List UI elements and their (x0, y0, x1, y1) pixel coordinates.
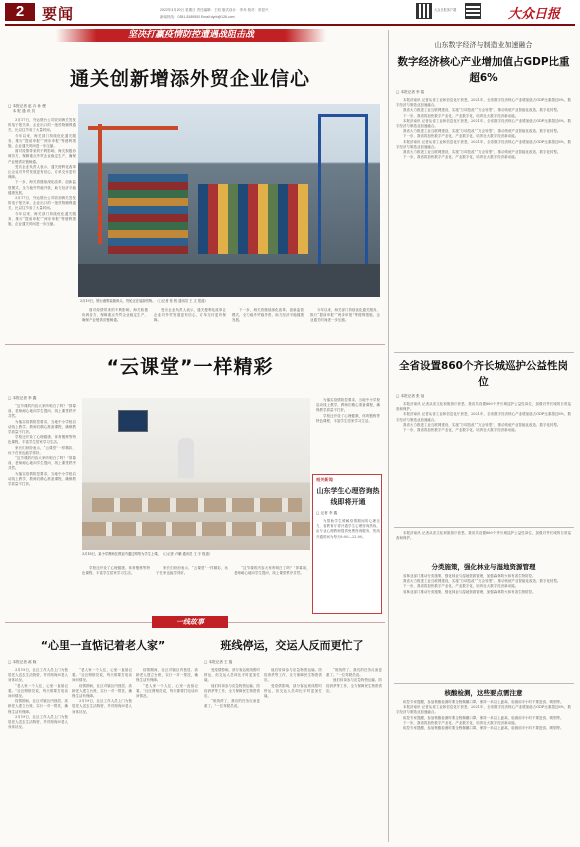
header-meta-1: 2022年3月20日 星期日 责任编辑：王昀 版式设计：李乔 校对：常显兴 (160, 8, 269, 12)
bm-para-5: 受疫情影响，部分客运班线暂时停运，但交运人员却比平时更加忙碌。 (264, 683, 322, 699)
lead-body-col1 (8, 118, 76, 333)
right-s4-para-2: 本报济南讯 记者从省工业和信息化厅获悉，2021年，全省数字经济核心产业增加值占GDP比重超过6%，数字经济与制造业加速融合。 (396, 705, 571, 715)
lead-para-6: 3月17日，外运烟台公司收到海关签发的电子报关单，企业出口的一批货物顺利通关，比以往节省了大量时间。 (8, 196, 76, 211)
bm-para-3: “班线停了，我们的任务反而更重了。”一位驾驶员说。 (204, 699, 260, 709)
bottom-left-col2 (72, 668, 132, 843)
middle-body-col4 (234, 566, 310, 614)
lead-photo-caption: 3月19日，烟台港集装箱码头，货轮正在装卸货物。（□记者 张 锐 通讯员 王 文 报道） (80, 299, 208, 303)
lead-photo (78, 104, 380, 297)
screen-shape (118, 410, 148, 432)
page-header (0, 0, 580, 24)
crane-arm (88, 126, 178, 130)
right-s2-para-1: 本报济南讯 记者从省文化和旅游厅获悉，我省共设置860个齐长城巡护公益性岗位，加强对齐长城的日常巡查和保护。 (396, 402, 571, 412)
middle-body-col2 (82, 566, 150, 614)
right-para-5: 我省大力推进工业互联网建设，实施“万项技改”“万企转型”，推动传统产业智能化改造、数字化转型。 (403, 129, 561, 134)
right-byline: □ 本报记者 李 铭 (396, 90, 425, 94)
bm-para-4: 他们转岗参与应急物资运输、防疫消杀等工作，全力保障民生物资供应。 (264, 668, 322, 683)
bm-para-7: 他们转岗参与应急物资运输、防疫消杀等工作，全力保障民生物资供应。 (326, 678, 382, 693)
bottom-mid-col2 (264, 668, 322, 843)
lead-para-c2: 面对疫情带来的不利影响，海关积极协调各方，保障重点外贸企业稳定生产，确保产业链供应链畅通。 (82, 308, 148, 323)
bottom-mid-col1 (204, 668, 260, 843)
right-story2-headline: 全省设置860个齐长城巡护公益性岗位 (399, 360, 568, 388)
lead-body-col2 (82, 308, 148, 338)
middle-para-1: “这节课的内容大家听明白了吗？”屏幕前，老师耐心地向学生提问，线上课堂秩序井然。 (8, 404, 76, 419)
bm-para-6: “班线停了，我们的任务反而更重了。”一位驾驶员说。 (326, 668, 382, 678)
bottom-left-headline: “心里一直惦记着老人家” (40, 639, 166, 652)
right-story4-headline: 核酸检测，这些要点需注意 (444, 689, 523, 697)
banner: 坚决打赢疫情防控遭遇战阻击战 (56, 29, 326, 42)
header-rule (5, 24, 575, 26)
right-para-9: 下一步，我省将加快数字产业化、产业数字化，培育壮大数字经济新动能。 (403, 155, 519, 160)
bl-para-1: 3月19日，社区工作人员上门为独居老人送去生活物资，并详细询问老人身体状况。 (8, 668, 68, 683)
side-box-title: 山东学生心理咨询热线即将开通 (316, 486, 380, 506)
lead-para-7: 今年以来，海关部门持续优化通关服务，推行“提前申报”“两步申报”等便利措施，企业通关时间进一步压缩。 (8, 211, 76, 227)
middle-headline: “云课堂”一样精彩 (106, 356, 274, 378)
teacher-figure (178, 438, 194, 478)
lead-body-col3 (154, 308, 226, 338)
qr-code-note: 大众日报客户端 (434, 8, 457, 12)
lead-para-2: 今年以来，海关部门持续优化通关服务，推行“提前申报”“两步申报”等便利措施，企业通关时间进一步压缩。 (8, 133, 76, 149)
right-s3-lead-para: 本报济南讯 记者从省文化和旅游厅获悉，我省共设置860个齐长城巡护公益性岗位，加强对齐长城的日常巡查和保护。 (396, 531, 571, 541)
container-stack (108, 174, 188, 254)
right-kicker: 山东数字经济与制造业加速融合 (434, 41, 533, 49)
bottom-left-byline: □ 本报记者 郝 晓 (8, 660, 37, 664)
qr-code-icon (416, 3, 432, 19)
middle-para-c5: 为落实疫情防控要求，当地中小学校启动线上教学，教师们精心准备课程，确保教学质量不打折。 (316, 398, 380, 413)
header-meta-2: 新闻热线：0351-8189500 Email:dyrb@126.com (160, 15, 235, 19)
middle-para-c5b: 学校还开设了心理健康、体育锻炼等特色课程，丰富学生居家学习生活。 (316, 413, 380, 423)
section-divider-1 (5, 344, 385, 345)
right-story4-body (396, 700, 571, 842)
side-box-para: 为帮助学生缓解疫情期间的心理压力，省教育厅将开通学生心理咨询热线，由专业心理教师提供免费咨询服务，热线开通时间为每天8:00—22:00。 (316, 519, 380, 539)
right-s2-para-2: 本报济南讯 记者从省工业和信息化厅获悉，2021年，全省数字经济核心产业增加值占GDP比重超过6%，数字经济与制造业加速融合。 (396, 412, 571, 422)
right-para-1: 本报济南讯 记者从省工业和信息化厅获悉，2021年，全省数字经济核心产业增加值占GDP比重超过6%，数字经济与制造业加速融合。 (396, 98, 571, 108)
column-rule (388, 30, 389, 842)
crane-shape (98, 124, 102, 244)
middle-para-c3: 家长们纷纷表示，“云课堂”一样精彩，孩子在家也能学得好。 (156, 566, 228, 576)
desk-row (92, 498, 302, 512)
right-s3-para-3: 下一步，我省将加快数字产业化、产业数字化，培育壮大数字经济新动能。 (403, 584, 519, 589)
lead-para-c4: 下一步，海关将继续深化改革，创新监管模式，全力稳外贸稳外资，助力经济平稳健康发展。 (232, 308, 304, 323)
middle-para-3: 学校还开设了心理健康、体育锻炼等特色课程，丰富学生居家学习生活。 (8, 435, 76, 445)
bm-para-1: 受疫情影响，部分客运班线暂时停运，但交运人员却比平时更加忙碌。 (204, 668, 260, 683)
right-s4-para-5: 疾控专家提醒，参加核酸检测时要全程佩戴口罩，保持一米以上距离，检测前半小时不要进食、吸烟等。 (403, 726, 564, 731)
right-para-6: 下一步，我省将加快数字产业化、产业数字化，培育壮大数字经济新动能。 (403, 134, 519, 139)
container-stack-2 (198, 184, 308, 254)
bottom-mid-byline: □ 本报记者 王 磊 (204, 660, 233, 664)
side-box-label: 相关新闻 (316, 477, 333, 482)
right-para-3: 下一步，我省将加快数字产业化、产业数字化，培育壮大数字经济新动能。 (403, 113, 519, 118)
bottom-left-col1 (8, 668, 68, 843)
bottom-mid-headline: 班线停运，交运人反而更忙了 (220, 639, 364, 652)
lead-para-4: 受访企业负责人表示，通关便利化改革让企业对外贸发展更有信心，订单交付更有保障。 (8, 164, 76, 180)
right-story3-headline: 分类施策，强化林业与湿地资源管理 (431, 563, 536, 571)
middle-para-c2: 学校还开设了心理健康、体育锻炼等特色课程，丰富学生居家学习生活。 (82, 566, 150, 576)
right-headline: 数字经济核心产业增加值占GDP比重超6% (397, 56, 570, 84)
lead-body-col4 (232, 308, 304, 338)
middle-para-5: “这节课的内容大家听明白了吗？”屏幕前，老师耐心地向学生提问，线上课堂秩序井然。 (8, 456, 76, 471)
right-divider-2 (394, 527, 574, 528)
lead-para-1: 3月17日，外运烟台公司收到海关签发的电子报关单，企业出口的一批货物顺利通关，比以往节省了大量时间。 (8, 118, 76, 133)
section-title: 要闻 (42, 6, 75, 23)
right-story2-body (396, 402, 571, 522)
right-s2-para-4: 下一步，我省将加快数字产业化、产业数字化，培育壮大数字经济新动能。 (403, 428, 519, 433)
middle-para-c4: “这节课的内容大家听明白了吗？”屏幕前，老师耐心地向学生提问，线上课堂秩序井然。 (234, 566, 310, 576)
right-body (396, 98, 571, 388)
qr-code-icon-2 (465, 3, 481, 19)
lead-headline: 通关创新增添外贸企业信心 (69, 68, 310, 90)
yixian-label: 一线故事 (152, 616, 228, 628)
lead-para-3: 面对疫情带来的不利影响，海关积极协调各方，保障重点外贸企业稳定生产，确保产业链供应链畅通。 (8, 149, 76, 164)
lead-byline-text: □ 本报记者 赵 卉 孙 俊 本 报 通 讯 员 (8, 104, 46, 113)
right-para-4: 本报济南讯 记者从省工业和信息化厅获悉，2021年，全省数字经济核心产业增加值占GDP比重超过6%，数字经济与制造业加速融合。 (396, 118, 571, 129)
right-story2-byline: □ 本报记者 张 蓓 (396, 394, 425, 398)
middle-para-4: 家长们纷纷表示，“云课堂”一样精彩，孩子在家也能学得好。 (8, 445, 76, 455)
bl-para-2: “老人家一个人住，心里一直惦记着。”社区网格员说，每天都要打电话问问情况。 (8, 683, 68, 699)
right-s4-para-1: 疾控专家提醒，参加核酸检测时要全程佩戴口罩，保持一米以上距离，检测前半小时不要进食、吸烟等。 (403, 700, 564, 704)
right-s3-para-1: 省林业部门推动分类施策，强化林业与湿地资源管理，加强森林防火和有害生物防控。 (403, 574, 536, 578)
middle-para-2: 为落实疫情防控要求，当地中小学校启动线上教学，教师们精心准备课程，确保教学质量不打折。 (8, 419, 76, 435)
bottom-mid-col3 (326, 668, 382, 843)
bl-para-9: “老人家一个人住，心里一直惦记着。”社区网格员说，每天都要打电话问问情况。 (136, 683, 198, 699)
middle-body-col5 (316, 398, 380, 470)
bl-para-5: “老人家一个人住，心里一直惦记着。”社区网格员说，每天都要打电话问问情况。 (72, 668, 132, 683)
right-para-8: 我省大力推进工业互联网建设，实施“万项技改”“万企转型”，推动传统产业智能化改造、数字化转型。 (403, 150, 561, 155)
bl-para-7: 3月19日，社区工作人员上门为独居老人送去生活物资，并详细询问老人身体状况。 (72, 699, 132, 714)
side-box-byline: □ 记者 李 鑫 (316, 511, 338, 515)
right-story3-lead (396, 531, 571, 559)
masthead-logo: 大众日报 (508, 7, 561, 22)
bl-para-8: 疫情期间，社区对辖区内独居、高龄老人建立台账，实行一对一帮扶，确保生活有保障。 (136, 668, 198, 683)
right-s3-para-2: 我省大力推进工业互联网建设，实施“万项技改”“万企转型”，推动传统产业智能化改造、数字化转型。 (403, 579, 561, 584)
side-box-body (316, 519, 380, 611)
bottom-left-col3 (136, 668, 198, 843)
middle-para-6: 为落实疫情防控要求，当地中小学校启动线上教学，教师们精心准备课程，确保教学质量不打折。 (8, 471, 76, 487)
middle-body-col3 (156, 566, 228, 614)
right-divider-1 (394, 352, 574, 353)
right-s3-para-4: 省林业部门推动分类施策，强化林业与湿地资源管理，加强森林防火和有害生物防控。 (403, 589, 536, 594)
ground (78, 264, 380, 297)
middle-photo (82, 398, 310, 550)
lead-body-col5 (310, 308, 380, 338)
side-box (312, 474, 382, 614)
desk-row-2 (82, 522, 310, 536)
right-story3-body (396, 574, 571, 679)
bm-para-2: 他们转岗参与应急物资运输、防疫消杀等工作，全力保障民生物资供应。 (204, 683, 260, 699)
lead-para-c5: 今年以来，海关部门持续优化通关服务，推行“提前申报”“两步申报”等便利措施，企业通关时间进一步压缩。 (310, 308, 380, 323)
page-number-box: 2 (5, 3, 35, 21)
right-para-2: 我省大力推进工业互联网建设，实施“万项技改”“万企转型”，推动传统产业智能化改造、数字化转型。 (403, 108, 561, 113)
right-para-7: 本报济南讯 记者从省工业和信息化厅获悉，2021年，全省数字经济核心产业增加值占GDP比重超过6%，数字经济与制造业加速融合。 (396, 139, 571, 149)
lead-para-5: 下一步，海关将继续深化改革，创新监管模式，全力稳外贸稳外资，助力经济平稳健康发展。 (8, 180, 76, 195)
right-divider-3 (394, 683, 574, 684)
lead-para-c3: 受访企业负责人表示，通关便利化改革让企业对外贸发展更有信心，订单交付更有保障。 (154, 308, 226, 323)
bl-para-3: 疫情期间，社区对辖区内独居、高龄老人建立台账，实行一对一帮扶，确保生活有保障。 (8, 699, 68, 714)
middle-photo-caption: 3月18日，某小学教师在教室内通过网络为学生上课。（□记者 卢鹏 通讯员 王 宇 报道） (82, 552, 213, 556)
bl-para-6: 疫情期间，社区对辖区内独居、高龄老人建立台账，实行一对一帮扶，确保生活有保障。 (72, 683, 132, 699)
middle-body-col1 (8, 404, 76, 614)
crane-shape-2 (318, 114, 368, 264)
right-s4-para-4: 下一步，我省将加快数字产业化、产业数字化，培育壮大数字经济新动能。 (403, 720, 519, 725)
bl-para-4: 3月19日，社区工作人员上门为独居老人送去生活物资，并详细询问老人身体状况。 (8, 714, 68, 730)
right-s4-para-3: 疾控专家提醒，参加核酸检测时要全程佩戴口罩，保持一米以上距离，检测前半小时不要进食、吸烟等。 (403, 715, 564, 720)
right-s2-para-3: 我省大力推进工业互联网建设，实施“万项技改”“万企转型”，推动传统产业智能化改造、数字化转型。 (403, 422, 561, 427)
middle-byline: □ 本报记者 李 鑫 (8, 396, 37, 400)
